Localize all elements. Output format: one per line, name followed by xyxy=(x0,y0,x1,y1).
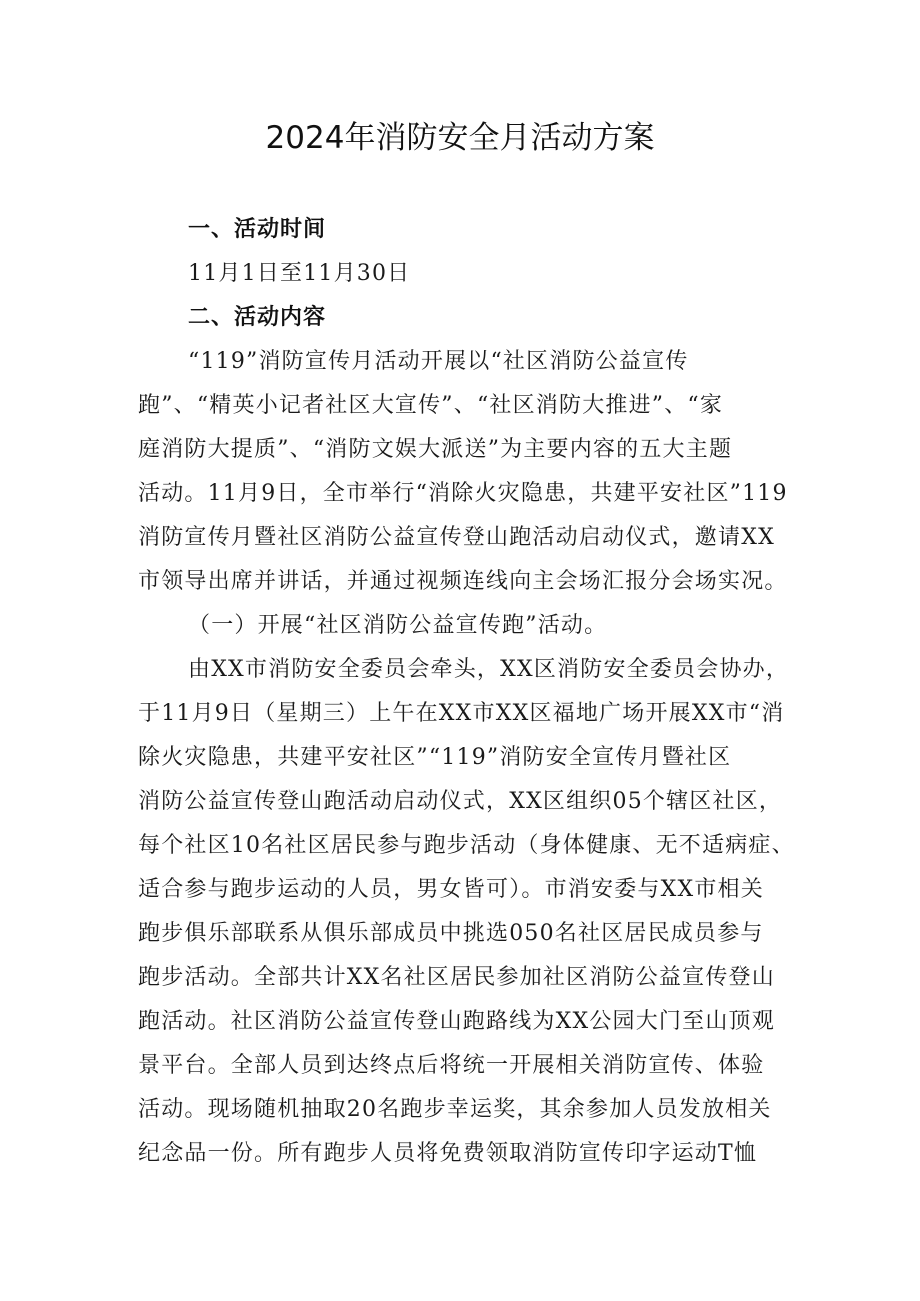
text-line: 跑步俱乐部联系从俱乐部成员中挑选050名社区居民成员参与 xyxy=(138,921,764,946)
section-heading-content: 二、活动内容 xyxy=(188,305,327,330)
text-line: 每个社区10名社区居民参与跑步活动（身体健康、无不适病症、 xyxy=(138,833,795,858)
text-line: 除火灾隐患，共建平安社区”“119”消防安全宣传月暨社区 xyxy=(138,745,732,770)
activity-date: 11月1日至11月30日 xyxy=(188,261,411,286)
text-line: 活动。11月9日，全市举行“消除火灾隐患，共建平安社区”119 xyxy=(138,481,788,506)
text-line: 纪念品一份。所有跑步人员将免费领取消防宣传印字运动T恤 xyxy=(138,1141,758,1166)
text-line: 由XX市消防安全委员会牵头，XX区消防安全委员会协办， xyxy=(188,657,790,682)
text-line: 活动。现场随机抽取20名跑步幸运奖，其余参加人员发放相关 xyxy=(138,1097,772,1122)
text-line: 市领导出席并讲话，并通过视频连线向主会场汇报分会场实况。 xyxy=(138,569,788,594)
text-line: 跑”、“精英小记者社区大宣传”、“社区消防大推进”、“家 xyxy=(138,393,724,418)
text-line: 跑步活动。全部共计XX名社区居民参加社区消防公益宣传登山 xyxy=(138,965,775,990)
text-line: “119”消防宣传月活动开展以“社区消防公益宣传 xyxy=(188,349,689,374)
subsection-heading: （一）开展“社区消防公益宣传跑”活动。 xyxy=(188,613,608,638)
text-line: 消防宣传月暨社区消防公益宣传登山跑活动启动仪式，邀请XX xyxy=(138,525,775,550)
text-line: 跑活动。社区消防公益宣传登山跑路线为XX公园大门至山顶观 xyxy=(138,1009,775,1034)
text-line: 于11月9日（星期三）上午在XX市XX区福地广场开展XX市“消 xyxy=(138,701,785,726)
text-line: 消防公益宣传登山跑活动启动仪式，XX区组织05个辖区社区， xyxy=(138,789,783,814)
section-heading-time: 一、活动时间 xyxy=(188,217,327,242)
text-line: 适合参与跑步运动的人员，男女皆可）。市消安委与XX市相关 xyxy=(138,877,764,902)
text-line: 景平台。全部人员到达终点后将统一开展相关消防宣传、体验 xyxy=(138,1053,765,1078)
document-title: 2024年消防安全月活动方案 xyxy=(265,120,655,156)
text-line: 庭消防大提质”、“消防文娱大派送”为主要内容的五大主题 xyxy=(138,437,733,462)
